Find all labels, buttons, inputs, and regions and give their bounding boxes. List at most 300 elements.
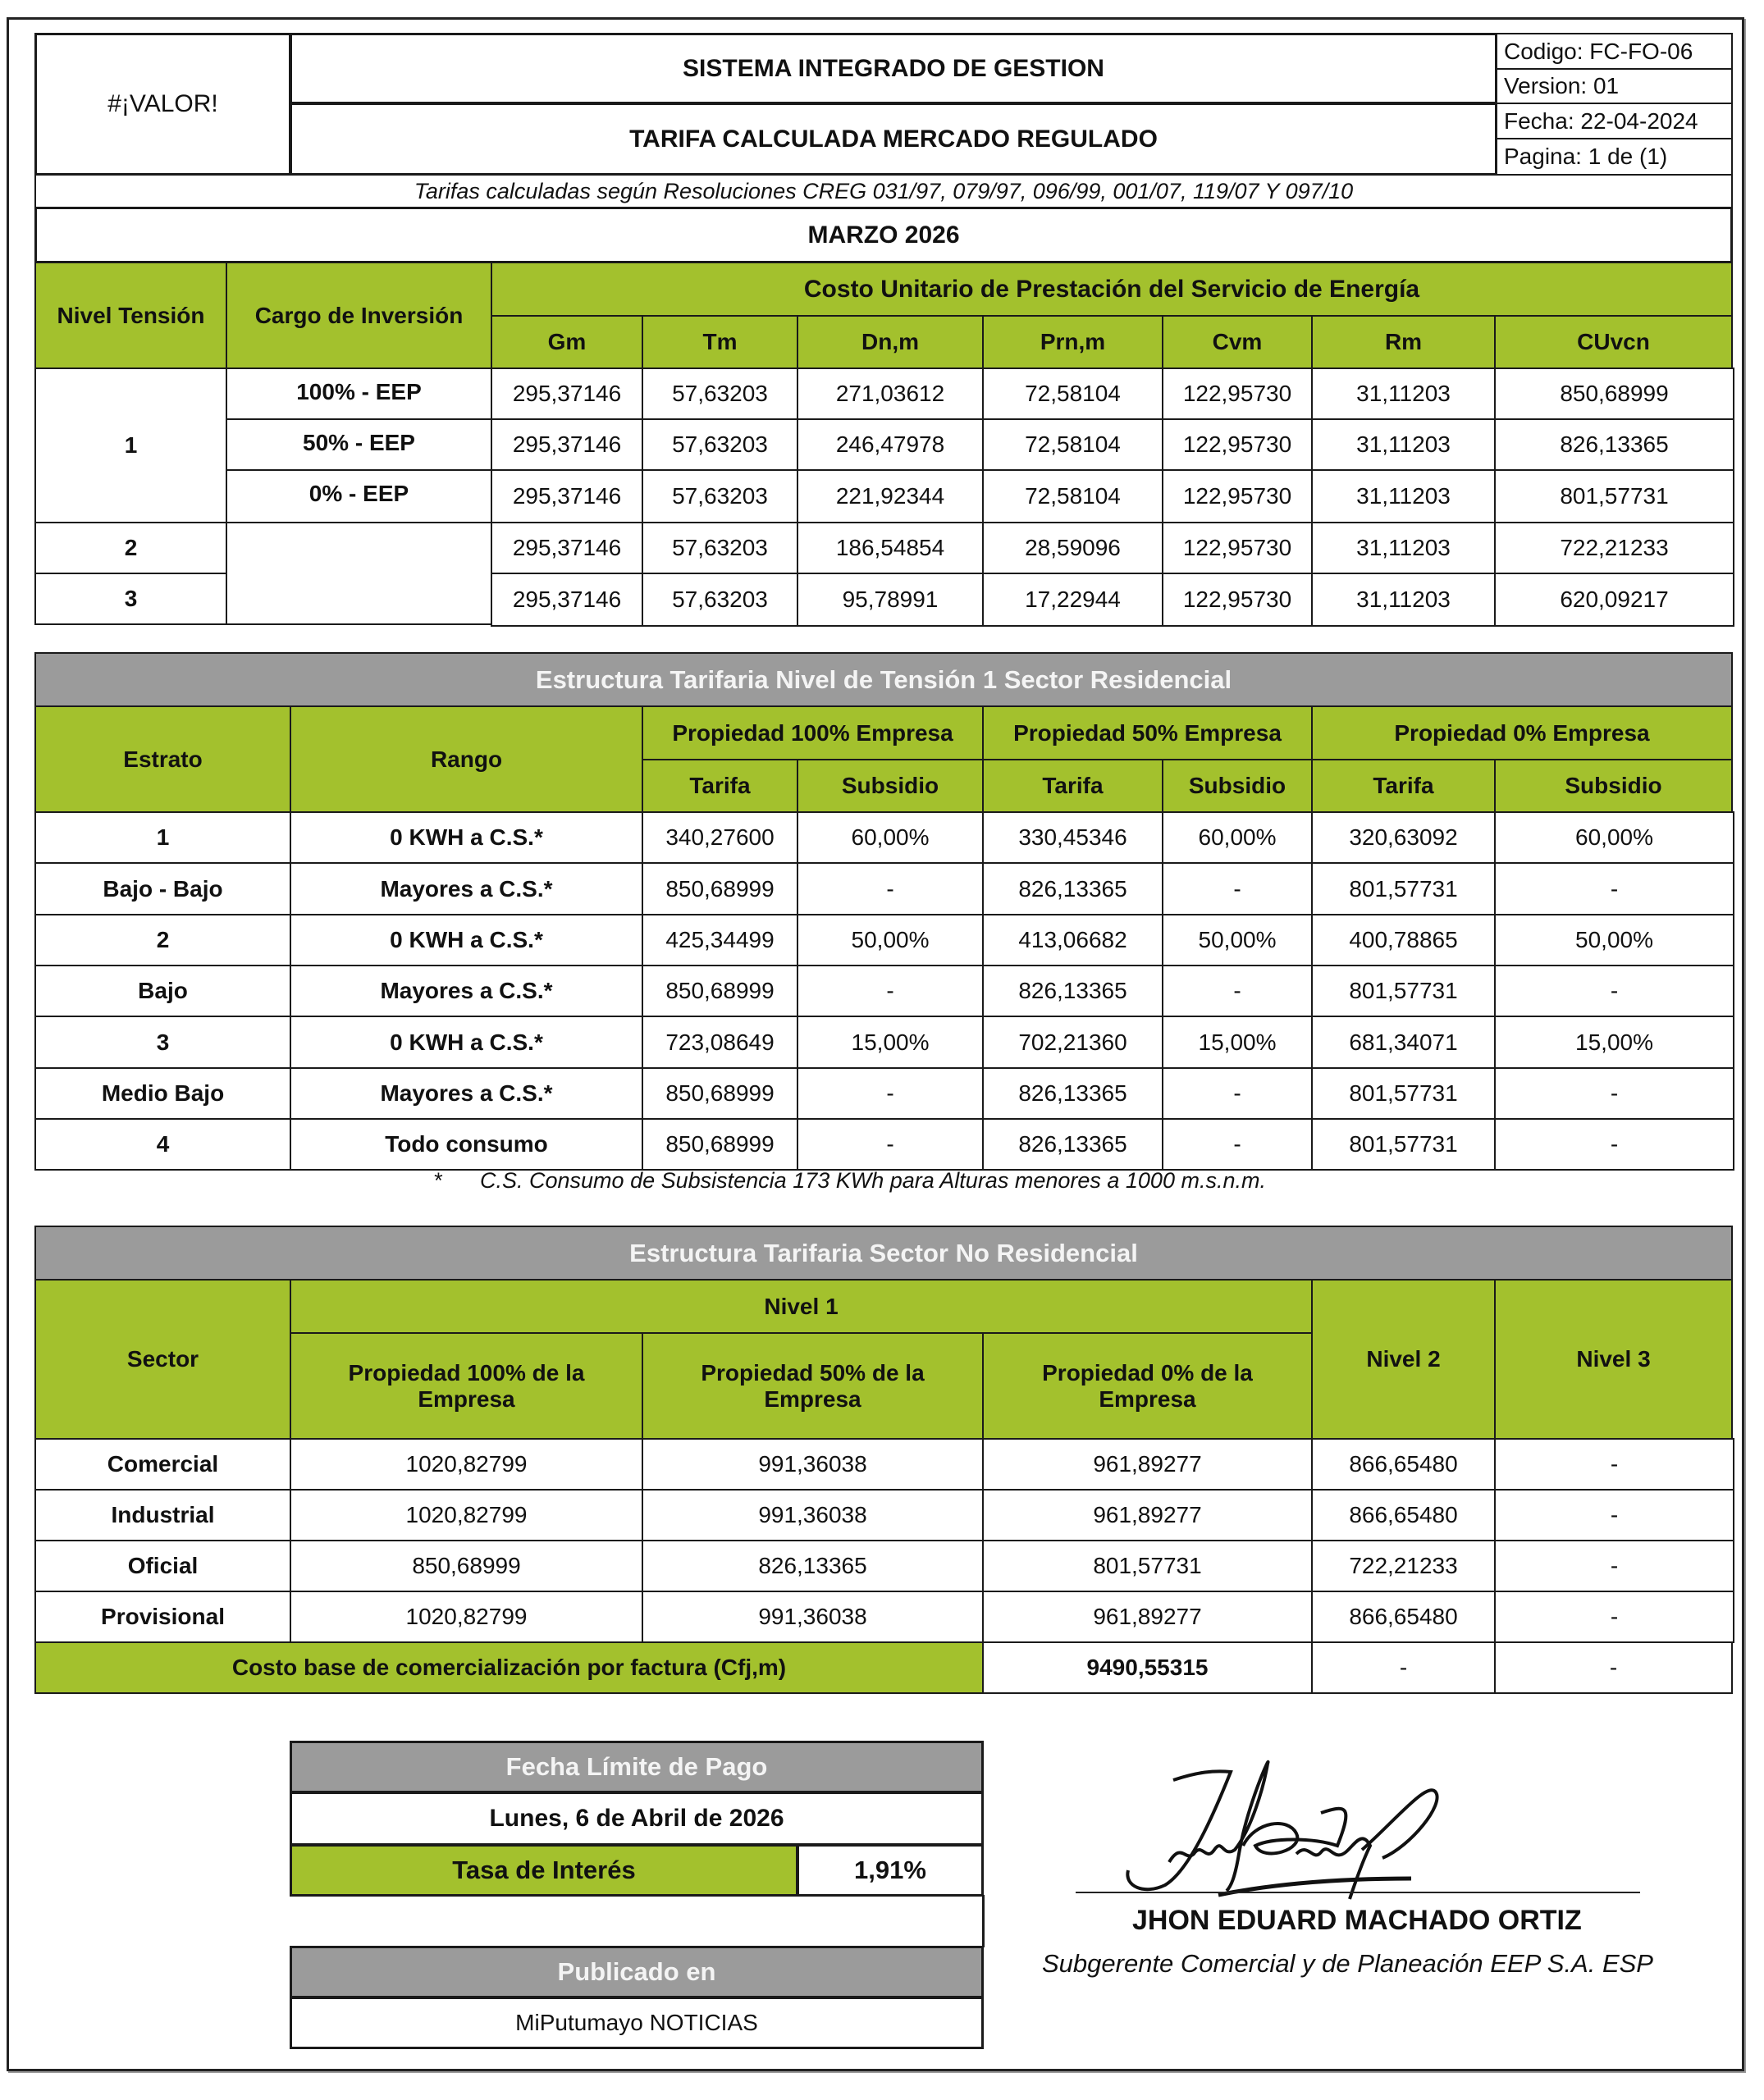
tariff-value-cell (797, 811, 984, 864)
sector-value-cell (290, 1438, 643, 1491)
tariff-value-cell-text: 801,57731 (1349, 875, 1458, 902)
tariff-value-cell-text: 850,68999 (665, 875, 775, 902)
tariff-value-cell (797, 914, 984, 966)
tariff-value-cell (1311, 862, 1496, 915)
tariff-value-cell-text: 850,68999 (665, 1131, 775, 1157)
tariff-value-cell-text: 60,00% (851, 824, 930, 850)
system-title-text: SISTEMA INTEGRADO DE GESTION (683, 54, 1104, 82)
cost-value-cell (642, 469, 798, 523)
tariff-value-cell-text: 60,00% (1575, 824, 1653, 850)
payment-title-text: Fecha Límite de Pago (505, 1752, 768, 1781)
sector-value-cell-text: 961,89277 (1093, 1451, 1202, 1477)
tariff-value-cell-text: 801,57731 (1349, 1080, 1458, 1106)
tariff-value-cell (1311, 1016, 1496, 1069)
tariff-value-cell (642, 965, 798, 1017)
sub-text: Tarifa (689, 773, 751, 798)
cost-value-cell (1311, 418, 1496, 471)
nivel-2-cell (34, 522, 227, 574)
cost-value-cell (982, 573, 1163, 627)
col-header-dnm (797, 315, 984, 369)
cost-value-cell-text: 72,58104 (1025, 431, 1121, 457)
tariff-value-cell (1494, 1067, 1734, 1120)
tariff-value-cell (982, 1118, 1163, 1171)
cost-value-cell (797, 368, 984, 420)
cost-value-cell (797, 469, 984, 523)
cost-value-cell (982, 469, 1163, 523)
residential-title-text: Estructura Tarifaria Nivel de Tensión 1 Sector Residencial (535, 664, 1232, 694)
sub-tarifa (642, 759, 798, 813)
cost-value-cell-text: 801,57731 (1560, 483, 1669, 509)
sub-text: Propiedad 50% de la Empresa (701, 1359, 925, 1412)
estrato-cell (34, 914, 291, 966)
estrato-cell (34, 862, 291, 915)
tariff-value-cell-text: 400,78865 (1349, 927, 1458, 952)
col-header-rm (1311, 315, 1496, 369)
cost-value-cell (491, 368, 643, 420)
cost-value-cell-text: 295,37146 (512, 587, 622, 612)
cfj-nivel-3 (1494, 1641, 1733, 1694)
sector-value-cell (1494, 1489, 1734, 1541)
sub-prop-100 (290, 1332, 643, 1440)
col-header-nivel-text: Nivel Tensión (57, 302, 205, 328)
col-header-nivel (34, 262, 227, 369)
sector-cell (34, 1438, 291, 1491)
cost-value-cell-text: 271,03612 (835, 381, 945, 406)
tariff-value-cell-text: 15,00% (851, 1029, 930, 1055)
cost-value-cell-text: 295,37146 (512, 381, 622, 406)
cost-value-cell-text: 57,63203 (672, 483, 768, 509)
cost-value-cell (491, 469, 643, 523)
col-header-sector (34, 1279, 291, 1440)
tariff-value-cell (797, 862, 984, 915)
non-residential-title (34, 1226, 1733, 1281)
rate-value (797, 1844, 984, 1897)
rate-label-text: Tasa de Interés (452, 1856, 636, 1884)
doc-title (290, 103, 1497, 176)
tariff-value-cell-text: - (886, 1080, 894, 1106)
tariff-value-cell-text: 801,57731 (1349, 1131, 1458, 1157)
tariff-value-cell-text: 801,57731 (1349, 978, 1458, 1003)
sub-tarifa (1311, 759, 1496, 813)
sector-value-cell (1311, 1489, 1496, 1541)
meta-codigo-text: Codigo: FC-FO-06 (1504, 38, 1693, 64)
group-prop-0 (1311, 705, 1733, 760)
tariff-value-cell (982, 1016, 1163, 1069)
cost-value-cell (491, 573, 643, 627)
sector-cell (34, 1540, 291, 1592)
tariff-value-cell-text: 50,00% (1198, 927, 1277, 952)
rango-cell (290, 1016, 643, 1069)
logo-cell (34, 33, 291, 176)
signatory-name: JHON EDUARD MACHADO ORTIZ (1132, 1905, 1582, 1936)
tariff-value-cell-text: 826,13365 (1018, 978, 1127, 1003)
col-header-cargo-text: Cargo de Inversión (254, 302, 464, 328)
cost-value-cell-text: 95,78991 (842, 587, 939, 612)
cost-value-cell (982, 368, 1163, 420)
col-header-rango (290, 705, 643, 813)
nivel-3-cell (34, 573, 227, 625)
rango-cell (290, 1118, 643, 1171)
cost-value-cell (1494, 573, 1734, 627)
meta-pagina-text: Pagina: 1 de (1) (1504, 144, 1668, 169)
cost-value-cell-text: 246,47978 (835, 431, 945, 457)
cfj-value (982, 1641, 1313, 1694)
cfj-value-text: - (1399, 1655, 1408, 1680)
non-residential-title-text: Estructura Tarifaria Sector No Residencial (629, 1238, 1138, 1267)
col-header-text: Sector (126, 1346, 199, 1372)
cost-value-cell (982, 418, 1163, 471)
tariff-value-cell-text: 723,08649 (665, 1029, 775, 1055)
tariff-value-cell (642, 1067, 798, 1120)
col-header-text: Estrato (123, 746, 203, 772)
sector-value-cell (982, 1540, 1313, 1592)
sector-value-cell (982, 1489, 1313, 1541)
sector-cell-text: Provisional (101, 1604, 225, 1629)
rango-cell-text: Mayores a C.S.* (380, 1080, 553, 1106)
rango-cell-text: 0 KWH a C.S.* (390, 824, 543, 850)
cost-value-cell-text: 295,37146 (512, 535, 622, 560)
tariff-value-cell-text: 15,00% (1575, 1029, 1653, 1055)
tariff-value-cell-text: 850,68999 (665, 1080, 775, 1106)
tariff-value-cell (982, 965, 1163, 1017)
period-text: MARZO 2026 (807, 221, 960, 249)
sector-value-cell-text: 961,89277 (1093, 1604, 1202, 1629)
tariff-value-cell (1311, 914, 1496, 966)
cost-value-cell-text: 17,22944 (1025, 587, 1121, 612)
tariff-value-cell (1494, 914, 1734, 966)
tariff-value-cell (797, 1016, 984, 1069)
tariff-value-cell (982, 1067, 1163, 1120)
cost-value-cell-text: 57,63203 (672, 535, 768, 560)
cost-value-cell-text: 186,54854 (835, 535, 945, 560)
group-text: Propiedad 100% Empresa (672, 719, 953, 746)
col-header-text: Prn,m (1040, 329, 1106, 354)
sector-value-cell (290, 1591, 643, 1643)
rango-cell (290, 862, 643, 915)
group-text: Propiedad 0% Empresa (1394, 719, 1650, 746)
col-header-prnm (982, 315, 1163, 369)
sector-value-cell-text: 991,36038 (758, 1604, 867, 1629)
tariff-value-cell-text: 702,21360 (1018, 1029, 1127, 1055)
sub-text: Subsidio (1565, 773, 1662, 798)
sector-value-cell (1494, 1540, 1734, 1592)
published-title (290, 1946, 984, 1998)
cost-value-cell-text: 122,95730 (1182, 535, 1292, 560)
sector-value-cell (642, 1591, 984, 1643)
sector-value-cell (290, 1540, 643, 1592)
tariff-value-cell (982, 811, 1163, 864)
sector-value-cell-text: - (1610, 1553, 1619, 1578)
tariff-value-cell (982, 914, 1163, 966)
sub-subsidio (1494, 759, 1733, 813)
footnote-mark: * (433, 1168, 442, 1193)
cost-value-cell (642, 522, 798, 574)
cost-value-cell-text: 722,21233 (1560, 535, 1669, 560)
col-group-costo (491, 262, 1733, 317)
estrato-cell (34, 1118, 291, 1171)
cost-value-cell (1311, 469, 1496, 523)
tariff-value-cell-text: 15,00% (1198, 1029, 1277, 1055)
nivel-1-cell (34, 368, 227, 523)
sector-value-cell (642, 1489, 984, 1541)
meta-pagina (1496, 138, 1733, 176)
cost-value-cell (982, 522, 1163, 574)
cost-value-cell-text: 72,58104 (1025, 381, 1121, 406)
cost-value-cell-text: 122,95730 (1182, 431, 1292, 457)
estrato-cell-text: 1 (156, 824, 170, 850)
sector-value-cell-text: 866,65480 (1349, 1502, 1458, 1527)
tariff-value-cell (1162, 914, 1313, 966)
tariff-value-cell-text: 320,63092 (1349, 824, 1458, 850)
sub-text: Subsidio (1188, 773, 1286, 798)
sector-cell (34, 1489, 291, 1541)
cost-value-cell (1162, 418, 1313, 471)
meta-version (1496, 68, 1733, 104)
sub-tarifa (982, 759, 1163, 813)
tariff-value-cell (642, 1016, 798, 1069)
tariff-value-cell (1162, 965, 1313, 1017)
tariff-value-cell-text: - (886, 978, 894, 1003)
cost-value-cell-text: 295,37146 (512, 483, 622, 509)
tariff-value-cell (1494, 1016, 1734, 1069)
cost-value-cell (642, 368, 798, 420)
sector-value-cell-text: 801,57731 (1093, 1553, 1202, 1578)
cost-value-cell (1494, 368, 1734, 420)
cost-value-cell (1162, 469, 1313, 523)
sector-cell-text: Oficial (127, 1553, 199, 1578)
cargo-empty-cell (226, 522, 492, 625)
cost-value-cell-text: 31,11203 (1356, 431, 1451, 457)
tariff-value-cell (1311, 811, 1496, 864)
tariff-value-cell-text: 413,06682 (1018, 927, 1127, 952)
tariff-value-cell-text: 60,00% (1198, 824, 1277, 850)
tariff-value-cell-text: 50,00% (851, 927, 930, 952)
tariff-value-cell-text: - (1233, 1131, 1241, 1157)
sector-value-cell (1311, 1438, 1496, 1491)
cost-value-cell-text: 57,63203 (672, 381, 768, 406)
tariff-value-cell (1162, 811, 1313, 864)
col-header-nivel-3 (1494, 1279, 1733, 1440)
sector-value-cell-text: 991,36038 (758, 1502, 867, 1527)
tariff-value-cell-text: 425,34499 (665, 927, 775, 952)
col-header-text: CUvcn (1577, 329, 1650, 354)
cost-value-cell (1162, 573, 1313, 627)
resolutions-note (34, 174, 1733, 208)
tariff-value-cell (797, 965, 984, 1017)
tariff-value-cell-text: 681,34071 (1349, 1029, 1458, 1055)
cost-value-cell-text: 122,95730 (1182, 587, 1292, 612)
cfj-nivel-2 (1311, 1641, 1496, 1694)
cost-value-cell (1494, 522, 1734, 574)
meta-version-text: Version: 01 (1504, 73, 1620, 98)
cost-value-cell-text: 850,68999 (1560, 381, 1669, 406)
rango-cell-text: Mayores a C.S.* (380, 978, 553, 1003)
col-header-nivel-2 (1311, 1279, 1496, 1440)
logo-error-text: #¡VALOR! (107, 90, 218, 117)
cfj-value-text: - (1609, 1655, 1618, 1680)
tariff-value-cell-text: 340,27600 (665, 824, 775, 850)
col-header-text: Tm (702, 329, 738, 354)
tariff-value-cell-text: 826,13365 (1018, 1080, 1127, 1106)
sector-cell-text: Industrial (111, 1502, 215, 1527)
sub-prop-0 (982, 1332, 1313, 1440)
col-header-text: Rm (1384, 329, 1423, 354)
estrato-cell (34, 1067, 291, 1120)
tariff-value-cell-text: 826,13365 (1018, 875, 1127, 902)
cost-value-cell-text: 31,11203 (1356, 587, 1451, 612)
tariff-value-cell-text: - (886, 875, 894, 902)
cost-value-cell (1311, 522, 1496, 574)
sector-value-cell-text: - (1610, 1502, 1619, 1527)
rango-cell (290, 1067, 643, 1120)
sector-value-cell (1494, 1591, 1734, 1643)
sub-text: Subsidio (841, 773, 939, 798)
estrato-cell-text: 3 (156, 1029, 170, 1055)
nivel-text: 2 (124, 535, 138, 560)
sector-value-cell (642, 1540, 984, 1592)
col-header-estrato (34, 705, 291, 813)
col-header-text: Rango (430, 746, 503, 772)
tariff-value-cell (1162, 1016, 1313, 1069)
cost-value-cell (1311, 573, 1496, 627)
tariff-value-cell (642, 811, 798, 864)
rango-cell (290, 965, 643, 1017)
cost-value-cell (797, 522, 984, 574)
tariff-value-cell (642, 1118, 798, 1171)
sector-value-cell (1311, 1540, 1496, 1592)
tariff-value-cell-text: - (1610, 875, 1619, 902)
col-header-cargo (226, 262, 492, 369)
estrato-cell-text: Bajo (138, 978, 188, 1003)
tariff-value-cell (642, 862, 798, 915)
tariff-value-cell (797, 1067, 984, 1120)
tariff-value-cell (1494, 811, 1734, 864)
cfj-label-text: Costo base de comercialización por factura (Cfj,m) (231, 1655, 787, 1680)
sub-text: Propiedad 100% de la Empresa (348, 1359, 585, 1412)
estrato-cell (34, 811, 291, 864)
cost-value-cell-text: 295,37146 (512, 431, 622, 457)
tariff-value-cell (797, 1118, 984, 1171)
cost-value-cell-text: 620,09217 (1560, 587, 1669, 612)
col-group-costo-text: Costo Unitario de Prestación del Servicio de Energía (803, 275, 1420, 303)
meta-codigo (1496, 33, 1733, 70)
published-title-text: Publicado en (557, 1957, 716, 1986)
published-value (290, 1997, 984, 2049)
doc-title-text: TARIFA CALCULADA MERCADO REGULADO (629, 125, 1158, 153)
tariff-value-cell-text: 50,00% (1575, 927, 1653, 952)
tariff-value-cell-text: 826,13365 (1018, 1131, 1127, 1157)
payment-date-text: Lunes, 6 de Abril de 2026 (489, 1805, 784, 1832)
cost-value-cell (1311, 368, 1496, 420)
sub-text: Propiedad 0% de la Empresa (1042, 1359, 1253, 1412)
col-header-text: Gm (547, 329, 587, 354)
tariff-value-cell (1311, 1067, 1496, 1120)
cost-value-cell-text: 31,11203 (1356, 483, 1451, 509)
published-value-text: MiPutumayo NOTICIAS (515, 2010, 758, 2035)
tariff-value-cell-text: - (1610, 1131, 1619, 1157)
cost-value-cell-text: 31,11203 (1356, 381, 1451, 406)
col-header-cuvcn (1494, 315, 1733, 369)
tariff-value-cell-text: 850,68999 (665, 978, 775, 1003)
sector-value-cell (982, 1438, 1313, 1491)
sector-value-cell (642, 1438, 984, 1491)
tariff-value-cell-text: - (1233, 978, 1241, 1003)
col-header-tm (642, 315, 798, 369)
cost-value-cell (642, 418, 798, 471)
sector-value-cell-text: - (1610, 1604, 1619, 1629)
tariff-value-cell-text: 330,45346 (1018, 824, 1127, 850)
cost-value-cell-text: 72,58104 (1025, 483, 1121, 509)
cfj-value-text: 9490,55315 (1086, 1655, 1209, 1680)
cost-value-cell-text: 28,59096 (1025, 535, 1121, 560)
tariff-value-cell (1311, 965, 1496, 1017)
sub-subsidio (797, 759, 984, 813)
group-prop-50 (982, 705, 1313, 760)
cost-value-cell-text: 122,95730 (1182, 381, 1292, 406)
meta-fecha-text: Fecha: 22-04-2024 (1504, 107, 1698, 134)
sector-value-cell-text: 1020,82799 (405, 1604, 528, 1629)
estrato-cell-text: 2 (156, 927, 170, 952)
meta-fecha (1496, 103, 1733, 139)
nivel-text: 1 (124, 432, 138, 458)
sector-cell-text: Comercial (107, 1451, 219, 1477)
estrato-cell-text: Bajo - Bajo (103, 875, 223, 902)
sub-prop-50 (642, 1332, 984, 1440)
payment-title (290, 1741, 984, 1793)
estrato-cell-text: 4 (156, 1131, 170, 1157)
cost-value-cell (642, 573, 798, 627)
sector-value-cell-text: 991,36038 (758, 1451, 867, 1477)
sector-value-cell-text: 1020,82799 (405, 1502, 528, 1527)
estrato-cell-text: Medio Bajo (101, 1080, 225, 1106)
rango-cell-text: Todo consumo (385, 1131, 548, 1157)
sub-text: Tarifa (1373, 773, 1434, 798)
rango-cell-text: Mayores a C.S.* (380, 875, 553, 902)
tariff-value-cell-text: - (1233, 875, 1241, 902)
rate-label (290, 1844, 798, 1897)
resolutions-text: Tarifas calculadas según Resoluciones CREG 031/97, 079/97, 096/99, 001/07, 119/07 Y 097/10 (414, 178, 1354, 203)
sector-value-cell (290, 1489, 643, 1541)
sector-cell (34, 1591, 291, 1643)
signature-line (1076, 1892, 1640, 1893)
sector-value-cell (1494, 1438, 1734, 1491)
col-header-gm (491, 315, 643, 369)
cost-value-cell-text: 57,63203 (672, 587, 768, 612)
cargo-text: 0% - EEP (308, 481, 409, 506)
sub-subsidio (1162, 759, 1313, 813)
cost-value-cell (797, 418, 984, 471)
cost-value-cell-text: 221,92344 (835, 483, 945, 509)
rango-cell (290, 811, 643, 864)
sub-text: Tarifa (1042, 773, 1104, 798)
sector-value-cell (982, 1591, 1313, 1643)
tariff-value-cell-text: - (886, 1131, 894, 1157)
footnote-text: C.S. Consumo de Subsistencia 173 KWh para Alturas menores a 1000 m.s.n.m. (480, 1168, 1266, 1193)
tariff-value-cell (1162, 1118, 1313, 1171)
tariff-value-cell (1494, 1118, 1734, 1171)
tariff-value-cell-text: - (1610, 1080, 1619, 1106)
cost-value-cell-text: 826,13365 (1560, 431, 1669, 457)
cargo-text: 50% - EEP (303, 430, 415, 455)
col-header-text: Nivel 3 (1576, 1346, 1651, 1372)
sector-value-cell-text: 722,21233 (1349, 1553, 1458, 1578)
cargo-0-cell (226, 469, 492, 523)
box-divider (982, 1895, 985, 1947)
period-title (34, 207, 1733, 263)
sector-value-cell (1311, 1591, 1496, 1643)
cfj-label (34, 1641, 984, 1694)
nivel-text: 3 (124, 586, 138, 611)
